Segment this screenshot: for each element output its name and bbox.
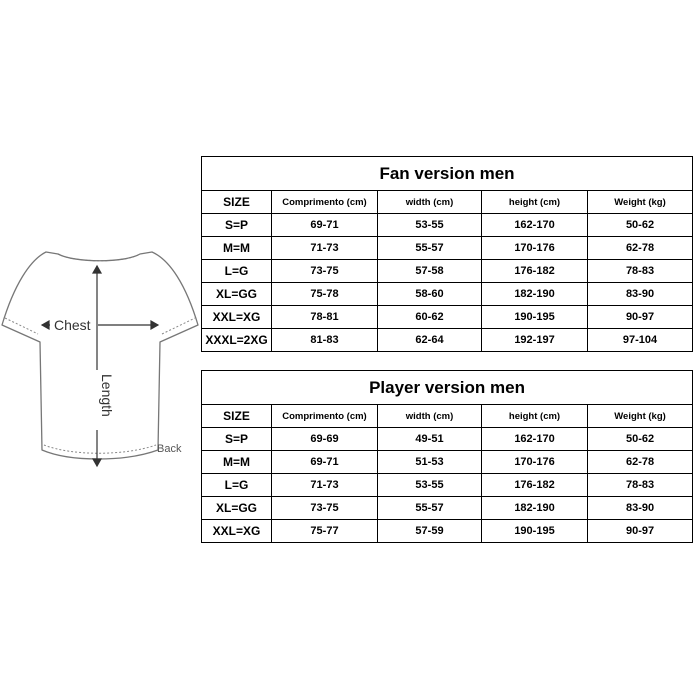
header-size: SIZE — [202, 405, 272, 428]
weight-cell: 90-97 — [588, 520, 693, 543]
height-cell: 176-182 — [482, 474, 588, 497]
fan-table-title: Fan version men — [202, 157, 693, 191]
table-header-row — [202, 405, 693, 428]
table-row — [202, 283, 693, 306]
comprimento-cell: 69-69 — [272, 428, 378, 451]
header-width: width (cm) — [378, 405, 482, 428]
width-cell: 62-64 — [378, 329, 482, 352]
header-height: height (cm) — [482, 191, 588, 214]
weight-cell: 78-83 — [588, 260, 693, 283]
height-cell: 190-195 — [482, 306, 588, 329]
header-size: SIZE — [202, 191, 272, 214]
height-cell: 182-190 — [482, 497, 588, 520]
back-label: Back — [157, 443, 182, 455]
tshirt-back-diagram — [0, 230, 200, 475]
chest-label: Chest — [54, 317, 91, 333]
width-cell: 57-58 — [378, 260, 482, 283]
weight-cell: 50-62 — [588, 428, 693, 451]
size-cell: XXL=XG — [202, 520, 272, 543]
height-cell: 192-197 — [482, 329, 588, 352]
table-row — [202, 428, 693, 451]
table-row — [202, 451, 693, 474]
comprimento-cell: 75-78 — [272, 283, 378, 306]
width-cell: 58-60 — [378, 283, 482, 306]
header-weight: Weight (kg) — [588, 191, 693, 214]
header-height: height (cm) — [482, 405, 588, 428]
player-size-table — [201, 370, 693, 543]
width-cell: 57-59 — [378, 520, 482, 543]
comprimento-cell: 71-73 — [272, 237, 378, 260]
header-comprimento: Comprimento (cm) — [272, 405, 378, 428]
length-label: Length — [99, 374, 115, 417]
header-weight: Weight (kg) — [588, 405, 693, 428]
size-cell: XL=GG — [202, 283, 272, 306]
size-cell: M=M — [202, 237, 272, 260]
size-cell: L=G — [202, 260, 272, 283]
height-cell: 170-176 — [482, 451, 588, 474]
width-cell: 55-57 — [378, 497, 482, 520]
comprimento-cell: 69-71 — [272, 214, 378, 237]
width-cell: 55-57 — [378, 237, 482, 260]
table-row — [202, 520, 693, 543]
comprimento-cell: 81-83 — [272, 329, 378, 352]
weight-cell: 83-90 — [588, 497, 693, 520]
header-width: width (cm) — [378, 191, 482, 214]
comprimento-cell: 73-75 — [272, 497, 378, 520]
weight-cell: 90-97 — [588, 306, 693, 329]
width-cell: 60-62 — [378, 306, 482, 329]
header-comprimento: Comprimento (cm) — [272, 191, 378, 214]
height-cell: 162-170 — [482, 428, 588, 451]
table-row — [202, 329, 693, 352]
height-cell: 182-190 — [482, 283, 588, 306]
comprimento-cell: 75-77 — [272, 520, 378, 543]
weight-cell: 97-104 — [588, 329, 693, 352]
weight-cell: 62-78 — [588, 451, 693, 474]
size-cell: XXXL=2XG — [202, 329, 272, 352]
width-cell: 53-55 — [378, 474, 482, 497]
player-table-title: Player version men — [202, 371, 693, 405]
height-cell: 162-170 — [482, 214, 588, 237]
size-cell: S=P — [202, 428, 272, 451]
comprimento-cell: 78-81 — [272, 306, 378, 329]
size-cell: XXL=XG — [202, 306, 272, 329]
size-cell: L=G — [202, 474, 272, 497]
fan-size-table — [201, 156, 693, 352]
weight-cell: 78-83 — [588, 474, 693, 497]
height-cell: 190-195 — [482, 520, 588, 543]
width-cell: 53-55 — [378, 214, 482, 237]
table-header-row — [202, 191, 693, 214]
table-row — [202, 237, 693, 260]
weight-cell: 83-90 — [588, 283, 693, 306]
size-cell: M=M — [202, 451, 272, 474]
table-row — [202, 214, 693, 237]
height-cell: 176-182 — [482, 260, 588, 283]
weight-cell: 62-78 — [588, 237, 693, 260]
size-cell: S=P — [202, 214, 272, 237]
height-cell: 170-176 — [482, 237, 588, 260]
comprimento-cell: 69-71 — [272, 451, 378, 474]
comprimento-cell: 71-73 — [272, 474, 378, 497]
width-cell: 51-53 — [378, 451, 482, 474]
weight-cell: 50-62 — [588, 214, 693, 237]
width-cell: 49-51 — [378, 428, 482, 451]
table-row — [202, 306, 693, 329]
table-row — [202, 260, 693, 283]
comprimento-cell: 73-75 — [272, 260, 378, 283]
size-cell: XL=GG — [202, 497, 272, 520]
table-row — [202, 474, 693, 497]
table-row — [202, 497, 693, 520]
